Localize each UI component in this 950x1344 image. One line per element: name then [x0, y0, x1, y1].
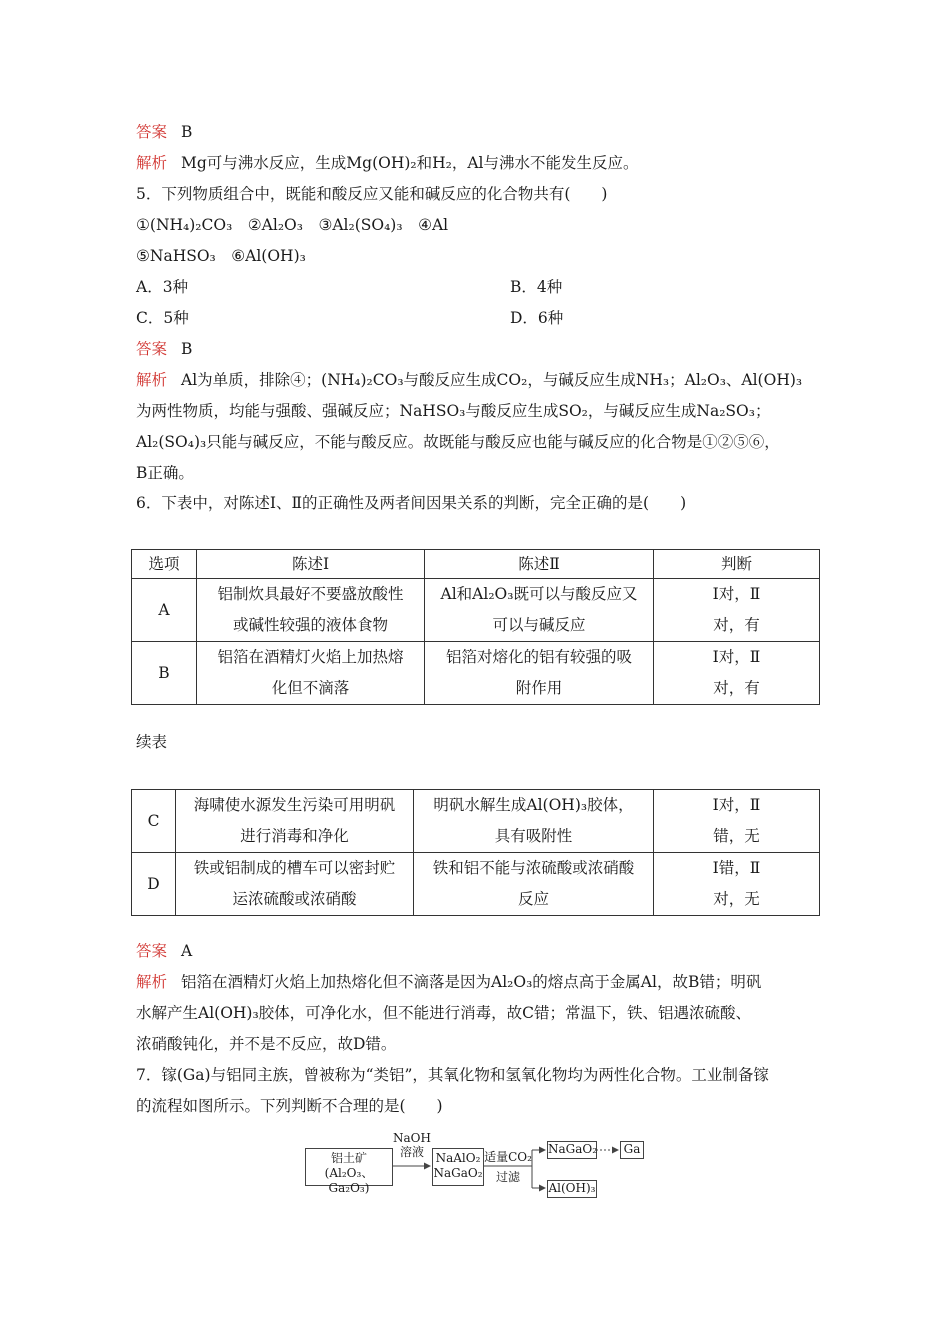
analysis-text: 铝箔在酒精灯火焰上加热熔化但不滴落是因为Al₂O₃的熔点高于金属Al，故B错；明矾 [181, 973, 762, 991]
q5-analysis-line2: 为两性物质，均能与强酸、强碱反应；NaHSO₃与酸反应生成SO₂，与碱反应生成Na₂SO₃； [136, 402, 771, 420]
row-statement2: 铝箔对熔化的铝有较强的吸 附作用 [425, 642, 654, 705]
q5-stem: 5．下列物质组合中，既能和酸反应又能和碱反应的化合物共有( ) [136, 185, 608, 203]
header-statement2: 陈述Ⅱ [425, 550, 654, 579]
analysis-label: 解析 [136, 973, 168, 991]
aloh3-box: Al(OH)₃ [547, 1180, 597, 1198]
q7-stem-line2: 的流程如图所示。下列判断不合理的是( ) [136, 1097, 443, 1115]
row-statement1: 海啸使水源发生污染可用明矾 进行消毒和净化 [176, 790, 414, 853]
answer-label: 答案 [136, 340, 168, 358]
analysis-label: 解析 [136, 371, 168, 389]
table-row [132, 790, 820, 853]
answer-value: B [181, 123, 193, 141]
analysis-text: Al为单质，排除④；(NH₄)₂CO₃与酸反应生成CO₂，与碱反应生成NH₃；Al₂O₃、Al(OH)₃ [181, 371, 803, 389]
row-option: A [132, 579, 197, 642]
row-option: B [132, 642, 197, 705]
header-judgment: 判断 [654, 550, 820, 579]
row-judgment: Ⅰ对，Ⅱ 错，无 [654, 790, 820, 853]
q5-option-b: B．4种 [510, 278, 563, 296]
co2-label: 适量CO₂ [484, 1150, 532, 1164]
answer-value: B [181, 340, 193, 358]
q6-stem: 6．下表中，对陈述Ⅰ、Ⅱ的正确性及两者间因果关系的判断，完全正确的是( ) [136, 494, 687, 512]
analysis-text: Mg可与沸水反应，生成Mg(OH)₂和H₂，Al与沸水不能发生反应。 [181, 154, 639, 172]
continued-label: 续表 [136, 733, 168, 751]
analysis-label: 解析 [136, 154, 168, 172]
q4-answer-line [136, 121, 192, 143]
answer-label: 答案 [136, 123, 168, 141]
q7-stem-line1: 7．镓(Ga)与铝同主族，曾被称为“类铝”，其氧化物和氢氧化物均为两性化合物。工业制备镓 [136, 1066, 769, 1084]
q6-answer-line [136, 940, 192, 962]
row-statement2: Al和Al₂O₃既可以与酸反应又 可以与碱反应 [425, 579, 654, 642]
q5-option-d: D．6种 [510, 309, 564, 327]
q5-option-c: C．5种 [136, 309, 189, 327]
ga-box: Ga [620, 1141, 644, 1159]
q6-analysis-line2: 水解产生Al(OH)₃胶体，可净化水，但不能进行消毒，故C错；常温下，铁、铝遇浓硫酸、 [136, 1004, 752, 1022]
q5-option-a: A．3种 [136, 278, 189, 296]
aluminate-box: NaAlO₂ NaGaO₂ [432, 1148, 484, 1186]
row-judgment: Ⅰ错，Ⅱ 对，无 [654, 853, 820, 916]
table-row [132, 579, 820, 642]
q6-analysis-line3: 浓硝酸钝化，并不是不反应，故D错。 [136, 1035, 397, 1053]
row-judgment: Ⅰ对，Ⅱ 对，有 [654, 579, 820, 642]
q5-items-line1: ①(NH₄)₂CO₃ ②Al₂O₃ ③Al₂(SO₄)₃ ④Al [136, 216, 449, 234]
q6-analysis-line1 [136, 971, 761, 993]
header-option: 选项 [132, 550, 197, 579]
q5-answer-line [136, 338, 192, 360]
q7-flow-diagram [300, 1128, 650, 1203]
row-statement1: 铝制炊具最好不要盛放酸性 或碱性较强的液体食物 [197, 579, 425, 642]
q6-table-continued [131, 789, 820, 916]
answer-label: 答案 [136, 942, 168, 960]
naoh-label: NaOH 溶液 [393, 1131, 431, 1159]
row-statement2: 明矾水解生成Al(OH)₃胶体， 具有吸附性 [414, 790, 654, 853]
filter-label: 过滤 [495, 1170, 520, 1184]
row-judgment: Ⅰ对，Ⅱ 对，有 [654, 642, 820, 705]
q6-table [131, 549, 820, 705]
q5-analysis-line1 [136, 369, 802, 391]
answer-value: A [181, 942, 193, 960]
q5-analysis-line4: B正确。 [136, 464, 194, 482]
q4-analysis-line [136, 152, 639, 174]
table-row [132, 642, 820, 705]
table-row [132, 853, 820, 916]
q5-items-line2: ⑤NaHSO₃ ⑥Al(OH)₃ [136, 247, 306, 265]
row-option: C [132, 790, 176, 853]
nagao2-box: NaGaO₂ [547, 1141, 597, 1159]
table-header-row [132, 550, 820, 579]
header-statement1: 陈述Ⅰ [197, 550, 425, 579]
row-statement1: 铝箔在酒精灯火焰上加热熔 化但不滴落 [197, 642, 425, 705]
row-statement2: 铁和铝不能与浓硫酸或浓硝酸 反应 [414, 853, 654, 916]
row-option: D [132, 853, 176, 916]
row-statement1: 铁或铝制成的槽车可以密封贮 运浓硫酸或浓硝酸 [176, 853, 414, 916]
q5-analysis-line3: Al₂(SO₄)₃只能与碱反应，不能与酸反应。故既能与酸反应也能与碱反应的化合物是①②⑤⑥， [136, 433, 780, 451]
ore-box: 铝土矿 (Al₂O₃、Ga₂O₃) [305, 1148, 393, 1186]
